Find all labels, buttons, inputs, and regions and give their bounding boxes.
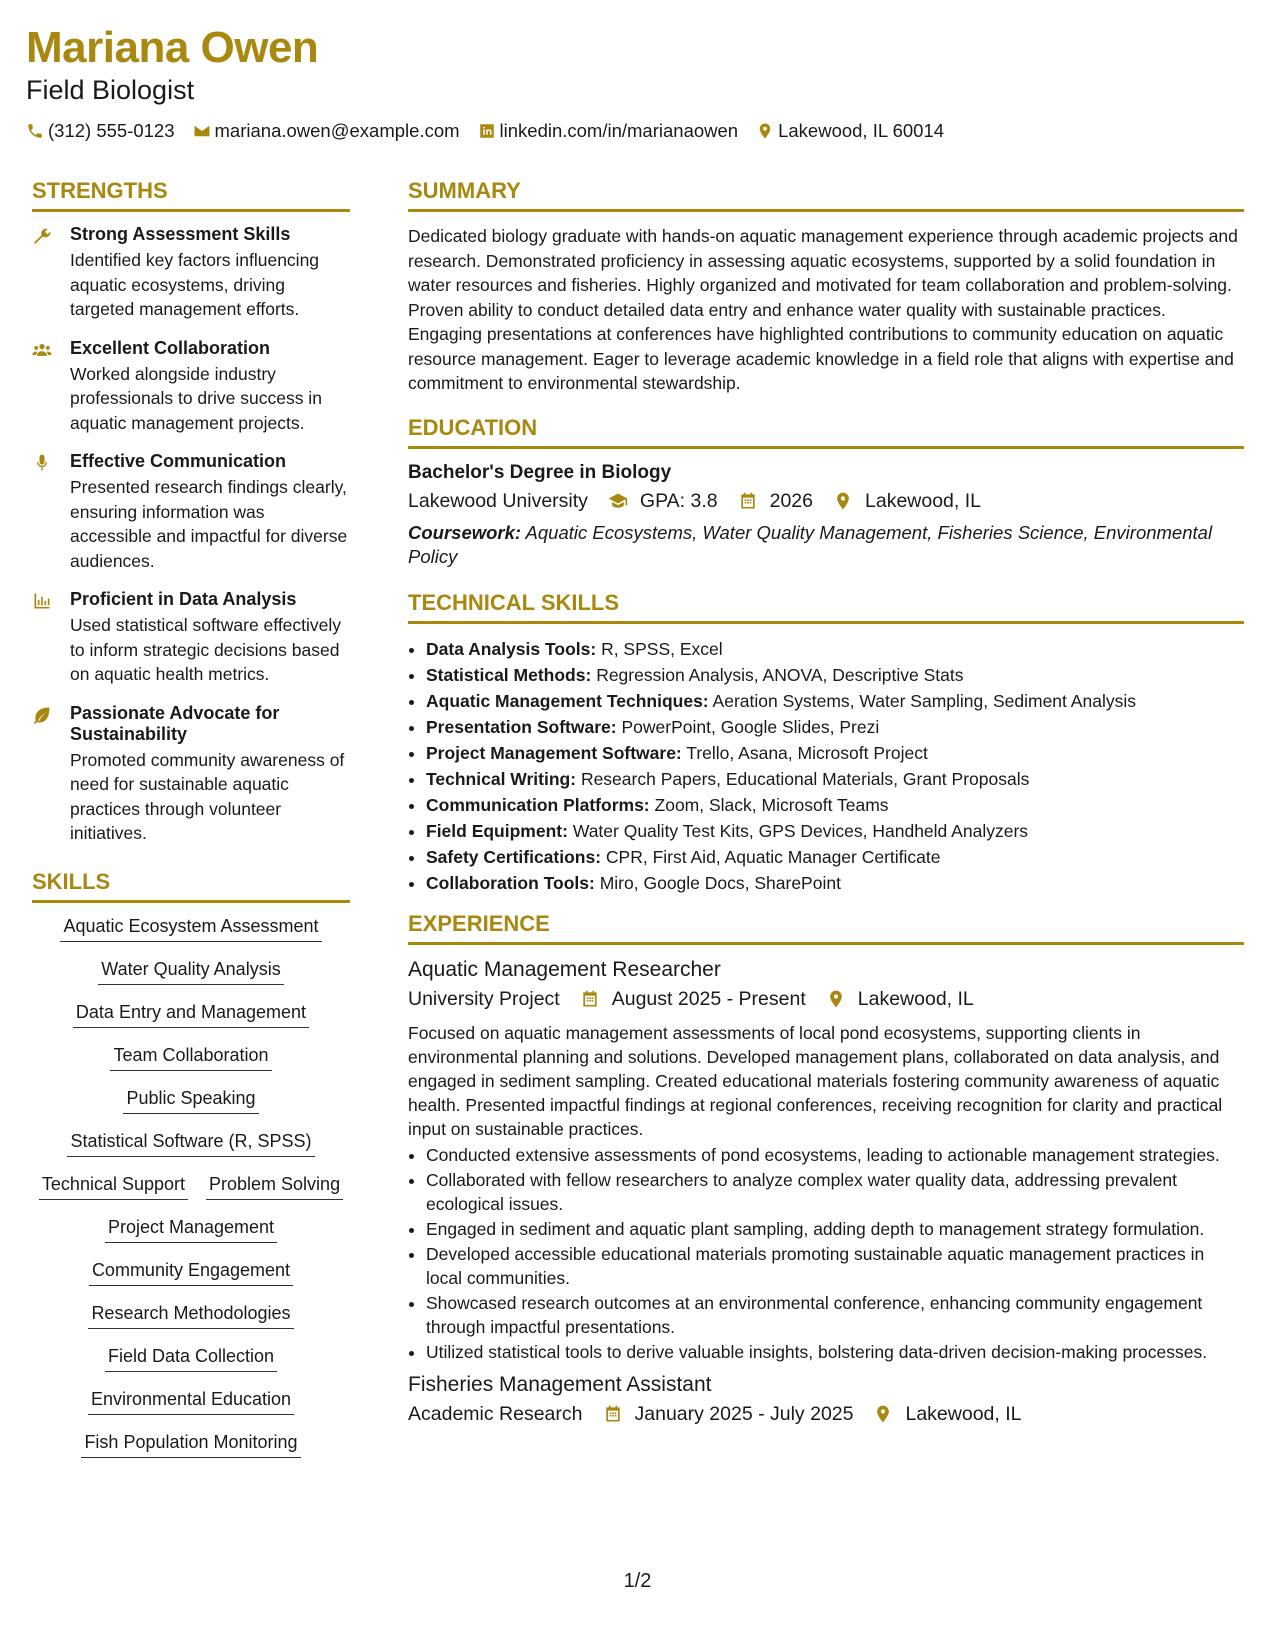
tech-skill-item (426, 714, 1244, 740)
calendar-icon (603, 1404, 623, 1424)
coursework (408, 521, 1244, 569)
envelope-icon (193, 122, 211, 140)
leaf-icon (32, 705, 52, 725)
job-title: Fisheries Management Assistant (408, 1372, 712, 1396)
coursework-label: Coursework: (408, 521, 522, 543)
strength-item (32, 338, 350, 436)
right-column (408, 177, 1244, 1428)
tech-skill-label: Safety Certifications: (426, 846, 602, 867)
job-org-text: University Project (408, 987, 560, 1010)
email-text: mariana.owen@example.com (214, 120, 460, 141)
tech-skill-item (426, 766, 1244, 792)
tech-skill-item (426, 870, 1244, 896)
job-bullet: • Showcased research outcomes at an environmental conference, enhancing community engagement through impactful presentations. (426, 1291, 1244, 1339)
job-meta (408, 985, 1244, 1013)
skill-tag: Statistical Software (R, SPSS) (67, 1130, 314, 1157)
contact-location (756, 120, 944, 142)
contact-bar (26, 120, 962, 142)
map-pin-icon (833, 491, 853, 511)
linkedin-icon (478, 122, 496, 140)
job-location (873, 1400, 1021, 1428)
job-dates (580, 985, 806, 1013)
skill-tag: Environmental Education (88, 1388, 294, 1415)
skill-tag: Problem Solving (206, 1173, 343, 1200)
contact-linkedin[interactable] (478, 120, 739, 142)
skill-tag: Data Entry and Management (73, 1001, 309, 1028)
page-indicator: 1/2 (623, 1570, 652, 1592)
job-org (408, 1400, 583, 1428)
school-text: Lakewood University (408, 489, 588, 512)
job-org-text: Academic Research (408, 1402, 583, 1425)
strength-item (32, 224, 350, 322)
wrench-icon (32, 226, 52, 246)
tech-skill-item (426, 740, 1244, 766)
contact-email[interactable] (193, 120, 460, 142)
job-title: Aquatic Management Researcher (408, 957, 721, 981)
coursework-text: Aquatic Ecosystems, Water Quality Management, Fisheries Science, Environmental Policy (408, 521, 1213, 567)
job-org (408, 985, 560, 1013)
tech-skill-label: Collaboration Tools: (426, 872, 595, 893)
strength-desc: Promoted community awareness of need for sustainable aquatic practices through volunteer initiatives. (70, 749, 345, 843)
calendar-icon (580, 989, 600, 1009)
skill-tag: Team Collaboration (110, 1044, 271, 1071)
strength-title: Proficient in Data Analysis (70, 589, 297, 609)
skill-tag: Fish Population Monitoring (81, 1431, 300, 1458)
tech-skill-label: Presentation Software: (426, 716, 617, 737)
strength-desc: Used statistical software effectively to inform strategic decisions based on aquatic health metrics. (70, 615, 342, 684)
graduation-year (738, 487, 813, 515)
education-heading: EDUCATION (408, 414, 1244, 449)
tech-skill-label: Data Analysis Tools: (426, 638, 597, 659)
tech-skill-label: Technical Writing: (426, 768, 577, 789)
strength-item (32, 451, 350, 573)
technical-skills-heading: TECHNICAL SKILLS (408, 589, 1244, 624)
job-description: Focused on aquatic management assessments of local pond ecosystems, supporting clients in environmental planning and solutions. Developed management plans, collaborated on data analysis, and engaged in sediment sampling. Created educational materials fostering community awareness of aquatic health. Presented impactful findings at regional conferences, receiving recognition for clarity and practical input on sustainable practices. (408, 1022, 1223, 1139)
map-pin-icon (826, 989, 846, 1009)
tech-skill-label: Statistical Methods: (426, 664, 592, 685)
location-text: Lakewood, IL 60014 (778, 120, 945, 141)
job-dates (603, 1400, 854, 1428)
candidate-title: Field Biologist (26, 75, 195, 105)
tech-skill-item (426, 818, 1244, 844)
job-location (826, 985, 974, 1013)
tech-skill-value: Aeration Systems, Water Sampling, Sediment Analysis (712, 690, 1136, 711)
skill-tag: Community Engagement (89, 1259, 293, 1286)
phone-text: (312) 555-0123 (48, 120, 175, 141)
strength-title: Strong Assessment Skills (70, 224, 291, 244)
education-location (833, 487, 981, 515)
tech-skill-label: Communication Platforms: (426, 794, 650, 815)
tech-skill-value: CPR, First Aid, Aquatic Manager Certificate (605, 846, 941, 867)
skill-tag: Aquatic Ecosystem Assessment (60, 915, 321, 942)
tech-skill-value: Research Papers, Educational Materials, Grant Proposals (580, 768, 1030, 789)
tech-skill-label: Project Management Software: (426, 742, 682, 763)
tech-skill-value: R, SPSS, Excel (601, 638, 723, 659)
candidate-name: Mariana Owen (26, 23, 319, 72)
job-bullet: • Developed accessible educational materials promoting sustainable aquatic management practices in local communities. (426, 1242, 1244, 1290)
job-bullet: • Conducted extensive assessments of pond ecosystems, leading to actionable management strategies. (426, 1143, 1244, 1167)
degree-title: Bachelor's Degree in Biology (408, 461, 672, 483)
tech-skill-value: Trello, Asana, Microsoft Project (686, 742, 928, 763)
summary-text: Dedicated biology graduate with hands-on aquatic management experience through academic projects and research. Demonstrated proficiency in assessing aquatic ecosystems, supported by a solid foundation in water resources and fisheries. Highly organized and motivated for team collaboration and problem-solving. Proven ability to conduct detailed data entry and enhance water quality with sustainable practices. Engaging presentations at conferences have highlighted contributions to community education on aquatic resource management. Eager to leverage academic knowledge in a field role that aligns with expertise and commitment to environmental stewardship. (408, 226, 1238, 393)
skill-tag: Technical Support (39, 1173, 188, 1200)
job-entry (408, 957, 1244, 1364)
tech-skill-value: PowerPoint, Google Slides, Prezi (621, 716, 880, 737)
strength-desc: Presented research findings clearly, ensuring information was accessible and impactful for diverse audiences. (70, 477, 348, 571)
tech-skill-item (426, 688, 1244, 714)
strength-item (32, 703, 350, 846)
calendar-icon (738, 491, 758, 511)
tech-skill-item (426, 636, 1244, 662)
strength-title: Effective Communication (70, 451, 287, 471)
education-meta (408, 487, 1244, 515)
experience-heading: EXPERIENCE (408, 910, 1244, 945)
tech-skill-item (426, 792, 1244, 818)
summary-heading: SUMMARY (408, 177, 1244, 212)
left-column (32, 177, 350, 1474)
skill-tag: Field Data Collection (105, 1345, 277, 1372)
job-bullet: • Utilized statistical tools to derive valuable insights, bolstering data-driven decision-making processes. (426, 1340, 1244, 1364)
gpa-text: GPA: 3.8 (639, 489, 718, 512)
skill-tag: Public Speaking (123, 1087, 258, 1114)
strength-title: Passionate Advocate for Sustainability (70, 702, 280, 744)
job-bullet: • Engaged in sediment and aquatic plant sampling, adding depth to management strategy formulation. (426, 1217, 1244, 1241)
skills-heading: SKILLS (32, 868, 350, 903)
job-meta (408, 1400, 1244, 1428)
map-pin-icon (756, 122, 774, 140)
job-location-text: Lakewood, IL (857, 987, 974, 1010)
graduation-cap-icon (608, 491, 628, 511)
job-bullets (408, 1143, 1244, 1364)
skill-tag: Research Methodologies (88, 1302, 293, 1329)
users-icon (32, 340, 52, 360)
job-dates-text: January 2025 - July 2025 (634, 1402, 854, 1425)
strength-desc: Worked alongside industry professionals to drive success in aquatic management projects. (70, 363, 322, 433)
strength-title: Excellent Collaboration (70, 337, 271, 358)
school-name (408, 487, 588, 515)
tech-skill-label: Aquatic Management Techniques: (426, 690, 709, 711)
job-dates-text: August 2025 - Present (611, 987, 806, 1010)
education-location-text: Lakewood, IL (865, 489, 982, 512)
gpa (608, 487, 718, 515)
map-pin-icon (873, 1404, 893, 1424)
linkedin-text: linkedin.com/in/marianaowen (499, 120, 739, 141)
tech-skill-value: Water Quality Test Kits, GPS Devices, Handheld Analyzers (572, 820, 1029, 841)
tech-skill-item (426, 662, 1244, 688)
job-location-text: Lakewood, IL (905, 1402, 1022, 1425)
technical-skills-list (408, 636, 1244, 896)
microphone-icon (32, 453, 52, 473)
skills-list (32, 915, 350, 1458)
contact-phone[interactable] (26, 120, 175, 142)
skill-tag: Water Quality Analysis (98, 958, 283, 985)
tech-skill-label: Field Equipment: (426, 820, 568, 841)
job-bullet: • Collaborated with fellow researchers to analyze complex water quality data, addressing prevalent ecological issues. (426, 1168, 1244, 1216)
job-entry (408, 1372, 1244, 1428)
tech-skill-value: Miro, Google Docs, SharePoint (599, 872, 841, 893)
resume-header (26, 22, 962, 142)
strengths-heading: STRENGTHS (32, 177, 350, 212)
bar-chart-icon (32, 591, 52, 611)
tech-skill-item (426, 844, 1244, 870)
year-text: 2026 (769, 489, 813, 512)
strength-item (32, 589, 350, 687)
phone-icon (26, 122, 44, 140)
skill-tag: Project Management (105, 1216, 277, 1243)
tech-skill-value: Regression Analysis, ANOVA, Descriptive Stats (596, 664, 964, 685)
tech-skill-value: Zoom, Slack, Microsoft Teams (654, 794, 889, 815)
strength-desc: Identified key factors influencing aquatic ecosystems, driving targeted management efforts. (70, 250, 320, 319)
